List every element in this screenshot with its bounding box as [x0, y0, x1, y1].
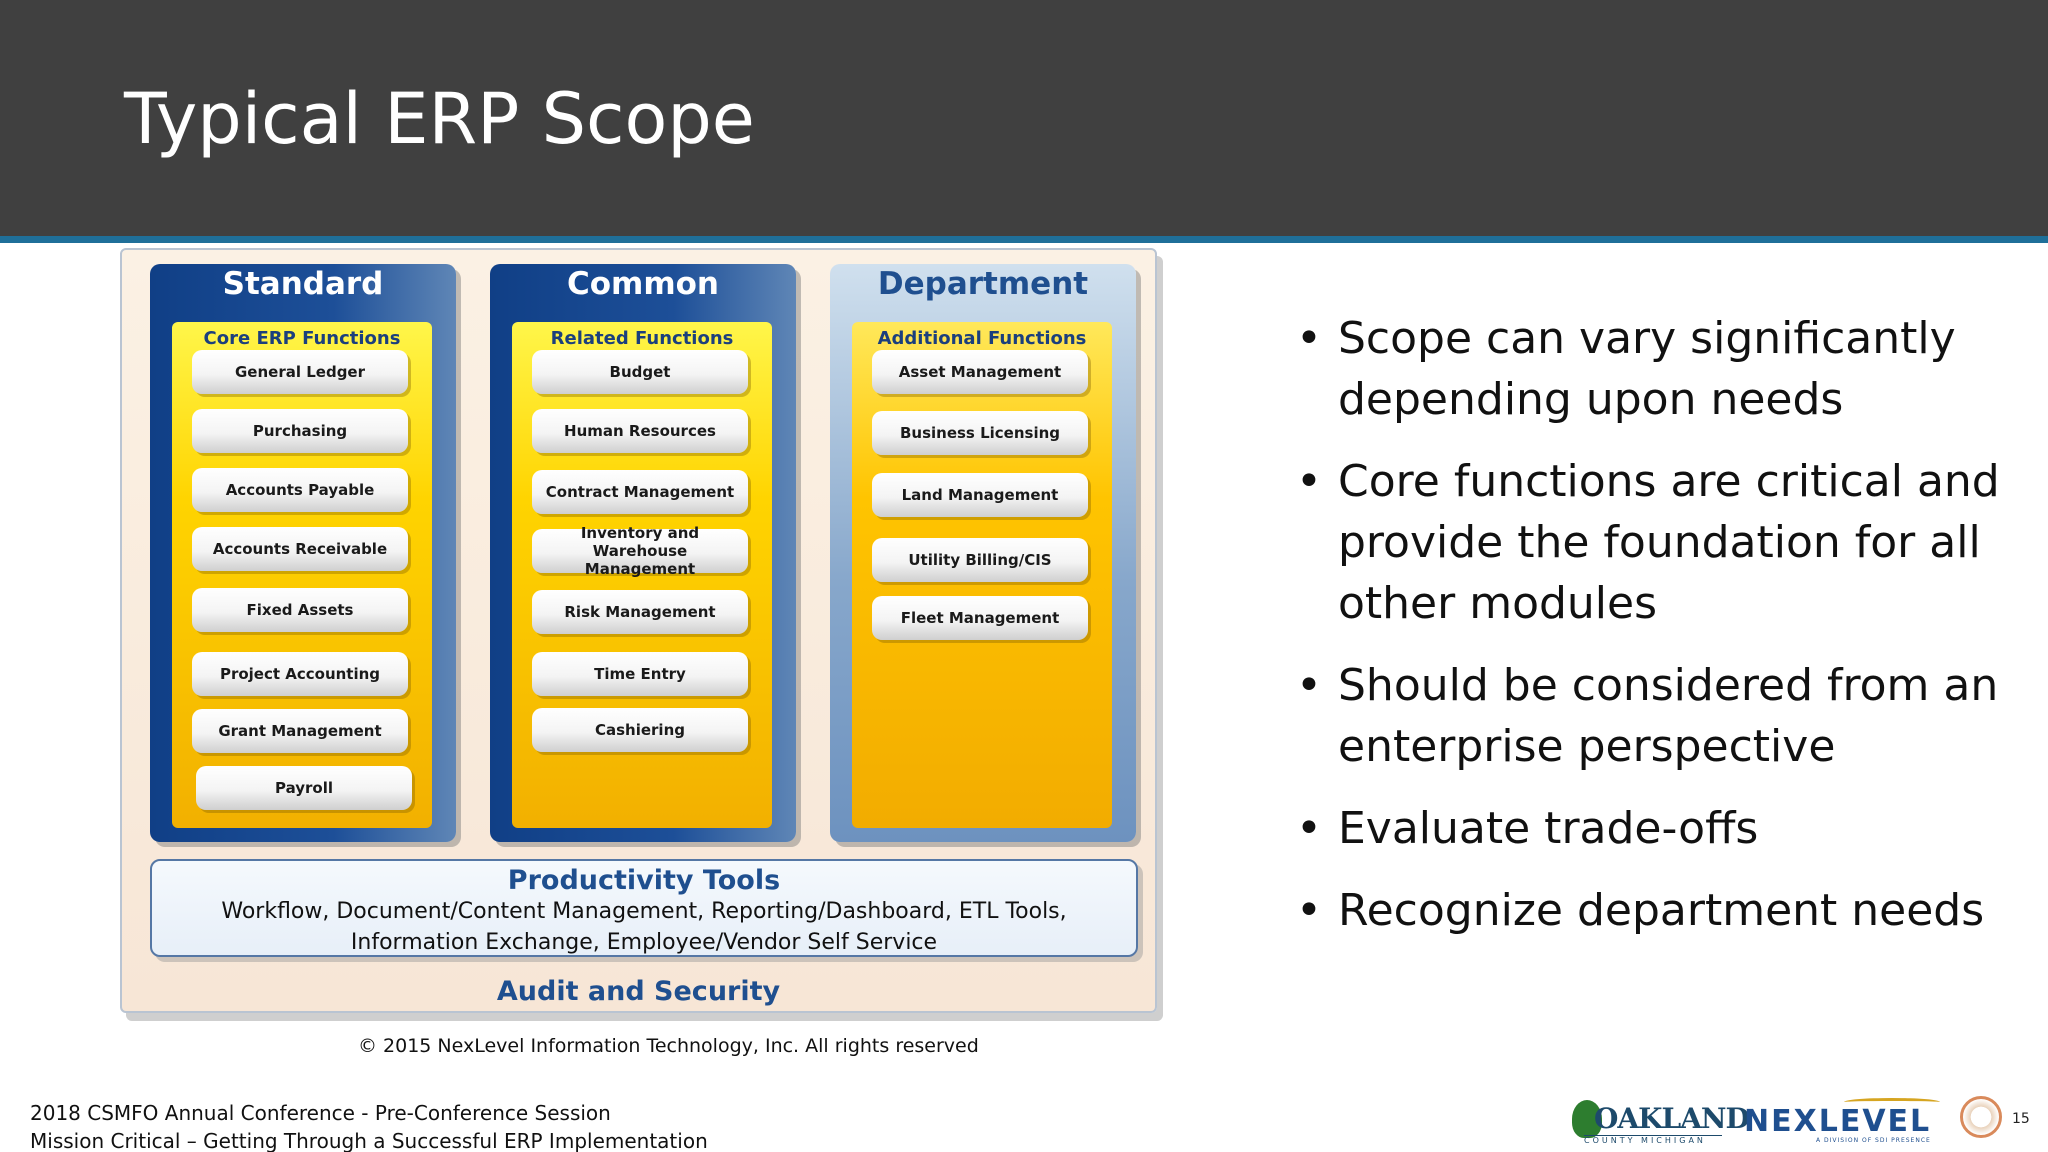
footer-line: 2018 CSMFO Annual Conference - Pre-Conference Session	[30, 1101, 611, 1125]
productivity-tools-title: Productivity Tools	[507, 865, 781, 896]
page-number: 15	[2012, 1111, 2030, 1127]
related-functions-panel	[512, 322, 772, 828]
bullet-text: Core functions are critical and provide the foundation for all other modules	[1338, 456, 2000, 629]
bullet-item	[1296, 880, 2016, 941]
nexlevel-subtitle: A DIVISION OF SDI PRESENCE	[1816, 1137, 1931, 1144]
bullet-list	[1296, 308, 2016, 962]
module-accounts-payable: Accounts Payable	[192, 468, 408, 512]
module-cashiering: Cashiering	[532, 708, 748, 752]
module-contract-management: Contract Management	[532, 470, 748, 514]
slide-footer	[30, 1099, 708, 1152]
module-land-management: Land Management	[872, 473, 1088, 517]
module-human-resources: Human Resources	[532, 409, 748, 453]
county-seal-icon	[1960, 1096, 2002, 1138]
productivity-tools-box	[150, 859, 1138, 957]
module-fixed-assets: Fixed Assets	[192, 588, 408, 632]
module-project-accounting: Project Accounting	[192, 652, 408, 696]
module-time-entry: Time Entry	[532, 652, 748, 696]
bullet-text: Should be considered from an enterprise perspective	[1338, 660, 1999, 772]
module-business-licensing: Business Licensing	[872, 411, 1088, 455]
core-functions-panel	[172, 322, 432, 828]
bullet-item	[1296, 451, 2016, 634]
erp-scope-diagram	[120, 248, 1157, 1013]
bullet-dot-icon: •	[1296, 885, 1322, 936]
header-divider	[0, 236, 2048, 243]
additional-functions-panel	[852, 322, 1112, 828]
copyright-notice: © 2015 NexLevel Information Technology, Inc. All rights reserved	[358, 1035, 979, 1057]
slide-title: Typical ERP Scope	[124, 78, 755, 160]
column-standard	[150, 264, 456, 842]
column-department	[830, 264, 1136, 842]
bullet-dot-icon: •	[1296, 313, 1322, 364]
module-asset-management: Asset Management	[872, 350, 1088, 394]
oakland-subtitle: COUNTY MICHIGAN	[1584, 1135, 1722, 1145]
module-grant-management: Grant Management	[192, 709, 408, 753]
column-common	[490, 264, 796, 842]
audit-security-label: Audit and Security	[496, 976, 781, 1007]
column-title: Common	[566, 266, 720, 302]
oakland-wordmark: OAKLAND	[1594, 1102, 1749, 1135]
module-fleet-management: Fleet Management	[872, 596, 1088, 640]
panel-subtitle: Additional Functions	[877, 328, 1087, 349]
module-utility-billing: Utility Billing/CIS	[872, 538, 1088, 582]
module-purchasing: Purchasing	[192, 409, 408, 453]
module-accounts-receivable: Accounts Receivable	[192, 527, 408, 571]
bullet-dot-icon: •	[1296, 660, 1322, 711]
panel-subtitle: Core ERP Functions	[203, 328, 401, 349]
column-title: Standard	[222, 266, 384, 302]
bullet-text: Recognize department needs	[1338, 885, 1985, 936]
oakland-county-logo	[1572, 1098, 1749, 1148]
bullet-item	[1296, 798, 2016, 859]
productivity-tools-line: Information Exchange, Employee/Vendor Self Service	[350, 930, 938, 955]
module-risk-management: Risk Management	[532, 590, 748, 634]
module-inventory-warehouse: Inventory and Warehouse Management	[532, 529, 748, 573]
bullet-dot-icon: •	[1296, 456, 1322, 507]
module-general-ledger: General Ledger	[192, 350, 408, 394]
nexlevel-wordmark: NEXLEVEL	[1744, 1104, 1932, 1139]
nexlevel-logo	[1744, 1098, 1940, 1148]
bullet-text: Evaluate trade-offs	[1338, 803, 1759, 854]
panel-subtitle: Related Functions	[550, 328, 734, 349]
column-title: Department	[877, 266, 1089, 302]
footer-line: Mission Critical – Getting Through a Successful ERP Implementation	[30, 1129, 708, 1152]
bullet-dot-icon: •	[1296, 803, 1322, 854]
bullet-item	[1296, 308, 2016, 430]
bullet-text: Scope can vary significantly depending upon needs	[1338, 313, 1956, 425]
productivity-tools-line: Workflow, Document/Content Management, Reporting/Dashboard, ETL Tools,	[221, 899, 1067, 924]
module-payroll: Payroll	[196, 766, 412, 810]
module-budget: Budget	[532, 350, 748, 394]
bullet-item	[1296, 655, 2016, 777]
